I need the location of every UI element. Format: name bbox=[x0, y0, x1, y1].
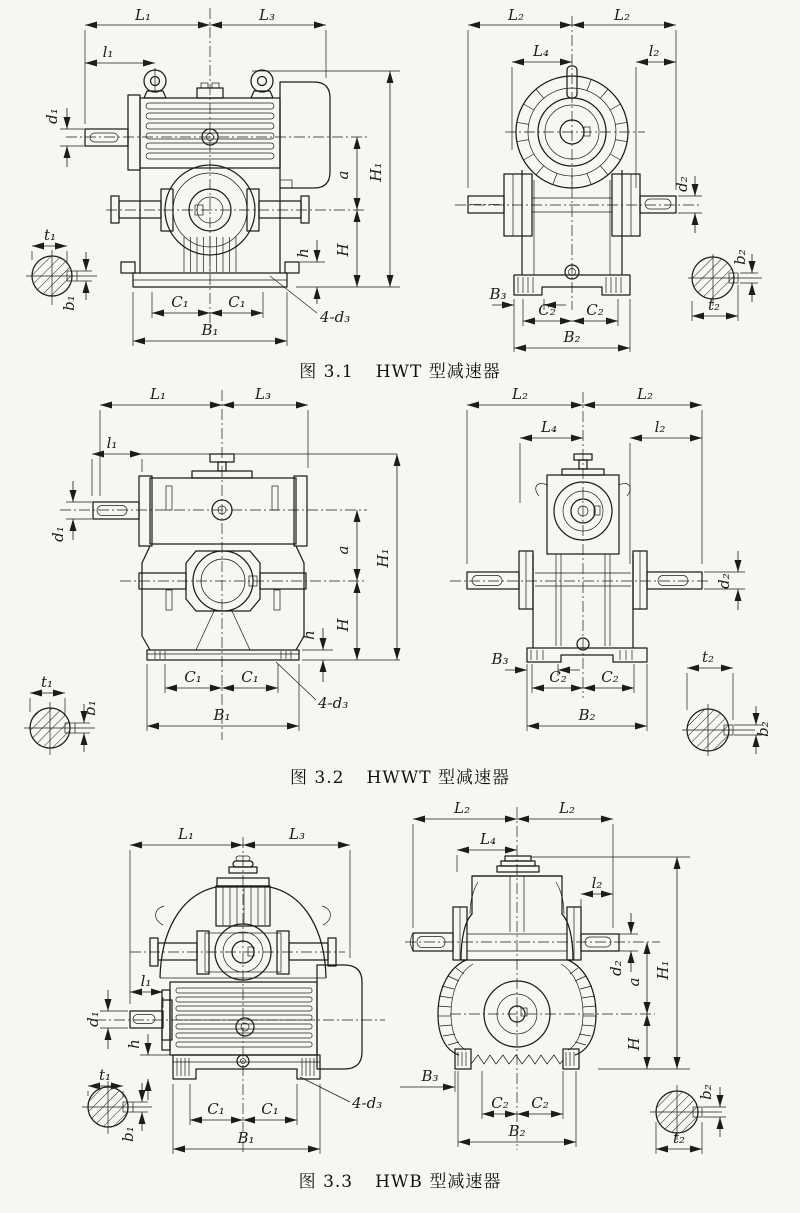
dim-label: C₁ bbox=[261, 1100, 279, 1118]
dim-label: a bbox=[334, 545, 352, 555]
dim-label: B₂ bbox=[508, 1122, 526, 1140]
dim-label: L₁ bbox=[178, 825, 194, 843]
figure-number: 图 3.2 bbox=[290, 767, 345, 788]
dim-label: B₂ bbox=[563, 328, 581, 346]
hwt-side-view bbox=[455, 16, 700, 310]
figure-caption-1 bbox=[0, 352, 800, 386]
dim-label: C₂ bbox=[586, 301, 604, 319]
dim-label: L₃ bbox=[289, 825, 305, 843]
dim-label: B₁ bbox=[237, 1129, 255, 1147]
dim-label: a bbox=[334, 170, 352, 180]
figure-title: HWWT 型减速器 bbox=[366, 767, 510, 788]
dim-label: b₂ bbox=[697, 1084, 715, 1100]
dim-label: b₁ bbox=[60, 295, 78, 311]
dim-label: C₂ bbox=[549, 668, 567, 686]
hwt-front-dimensions bbox=[43, 6, 400, 346]
dim-label: B₃ bbox=[421, 1067, 439, 1085]
dim-label: L₁ bbox=[135, 6, 151, 24]
dim-label: H bbox=[334, 618, 352, 632]
dim-label: d₂ bbox=[715, 573, 733, 589]
dim-label: B₂ bbox=[578, 706, 596, 724]
dim-label: b₁ bbox=[81, 700, 99, 716]
hwb-side-dimensions bbox=[400, 799, 690, 1147]
dim-label: t₂ bbox=[672, 1129, 686, 1147]
dim-label: H₁ bbox=[367, 162, 385, 182]
dim-label: l₁ bbox=[140, 972, 152, 990]
hwt-output-shaft-section bbox=[688, 249, 762, 321]
dim-label: 4-d₃ bbox=[352, 1094, 383, 1112]
hwt-input-shaft-section bbox=[26, 226, 97, 311]
hwb-output-shaft-section bbox=[650, 1084, 726, 1154]
dim-label: L₃ bbox=[255, 386, 271, 403]
figure-hwwt-drawing bbox=[0, 386, 800, 758]
dim-label: a bbox=[625, 977, 643, 987]
dim-label: 4-d₃ bbox=[320, 308, 351, 326]
dim-label: B₁ bbox=[201, 321, 219, 339]
dim-label: L₃ bbox=[259, 6, 275, 24]
dim-label: H bbox=[625, 1037, 643, 1051]
dim-label: t₁ bbox=[98, 1066, 112, 1084]
hwwt-front-dimensions bbox=[49, 386, 400, 731]
dim-label: B₃ bbox=[491, 650, 509, 668]
dim-label: d₁ bbox=[43, 108, 61, 124]
dim-label: L₂ bbox=[508, 6, 524, 24]
dim-label: t₁ bbox=[40, 673, 54, 691]
figure-title: HWT 型减速器 bbox=[375, 361, 501, 382]
dim-label: B₁ bbox=[213, 706, 231, 724]
dim-label: l₂ bbox=[654, 418, 666, 436]
dim-label: C₂ bbox=[531, 1094, 549, 1112]
figure-hwb-drawing bbox=[0, 792, 800, 1162]
dim-label: L₄ bbox=[480, 830, 496, 848]
dim-label: l₂ bbox=[591, 874, 603, 892]
dim-label: t₁ bbox=[43, 226, 57, 244]
dim-label: L₁ bbox=[150, 386, 166, 403]
dim-label: H₁ bbox=[654, 960, 672, 980]
figure-number: 图 3.1 bbox=[299, 361, 354, 382]
dim-label: L₂ bbox=[614, 6, 630, 24]
dim-label: B₃ bbox=[489, 285, 507, 303]
figure-caption-2 bbox=[0, 758, 800, 792]
figure-hwt-drawing bbox=[0, 4, 800, 352]
dim-label: h bbox=[294, 248, 312, 258]
dim-label: t₂ bbox=[701, 648, 715, 666]
dim-label: l₁ bbox=[102, 43, 114, 61]
hwb-input-shaft-section bbox=[82, 1066, 152, 1142]
dim-label: C₂ bbox=[491, 1094, 509, 1112]
dim-label: H bbox=[334, 243, 352, 257]
dim-label: b₂ bbox=[754, 721, 772, 737]
dim-label: d₂ bbox=[607, 960, 625, 976]
dim-label: b₁ bbox=[119, 1126, 137, 1142]
dim-label: C₁ bbox=[228, 293, 246, 311]
hwwt-input-shaft-section bbox=[24, 673, 99, 755]
dim-label: d₂ bbox=[673, 176, 691, 192]
hwt-side-dimensions bbox=[468, 6, 702, 352]
dim-label: L₄ bbox=[533, 42, 549, 60]
dim-label: 4-d₃ bbox=[318, 694, 349, 712]
dim-label: H₁ bbox=[374, 548, 392, 568]
dim-label: l₂ bbox=[648, 42, 660, 60]
hwwt-output-shaft-section bbox=[682, 648, 772, 756]
dim-label: l₁ bbox=[106, 434, 118, 452]
dim-label: C₁ bbox=[184, 668, 202, 686]
dim-label: L₂ bbox=[512, 386, 528, 403]
figure-caption-3 bbox=[0, 1162, 800, 1196]
figure-title: HWB 型减速器 bbox=[375, 1171, 502, 1192]
hwb-front-dimensions bbox=[84, 825, 382, 1154]
hwwt-side-dimensions bbox=[467, 386, 745, 731]
figure-number: 图 3.3 bbox=[298, 1171, 354, 1192]
dim-label: L₂ bbox=[637, 386, 653, 403]
dim-label: L₂ bbox=[559, 799, 575, 817]
dim-label: h bbox=[125, 1039, 143, 1049]
lifting-eyebolt bbox=[144, 70, 273, 98]
dim-label: C₂ bbox=[538, 301, 556, 319]
dim-label: C₁ bbox=[207, 1100, 225, 1118]
hwb-front-view bbox=[95, 837, 385, 1154]
dim-label: L₄ bbox=[541, 418, 557, 436]
dim-label: L₂ bbox=[454, 799, 470, 817]
dim-label: t₂ bbox=[707, 296, 721, 314]
dim-label: C₂ bbox=[601, 668, 619, 686]
dim-label: d₁ bbox=[84, 1011, 102, 1027]
dim-label: C₁ bbox=[171, 293, 189, 311]
dim-label: C₁ bbox=[241, 668, 259, 686]
dim-label: b₂ bbox=[731, 249, 749, 265]
dim-label: h bbox=[300, 630, 318, 640]
dim-label: d₁ bbox=[49, 526, 67, 542]
